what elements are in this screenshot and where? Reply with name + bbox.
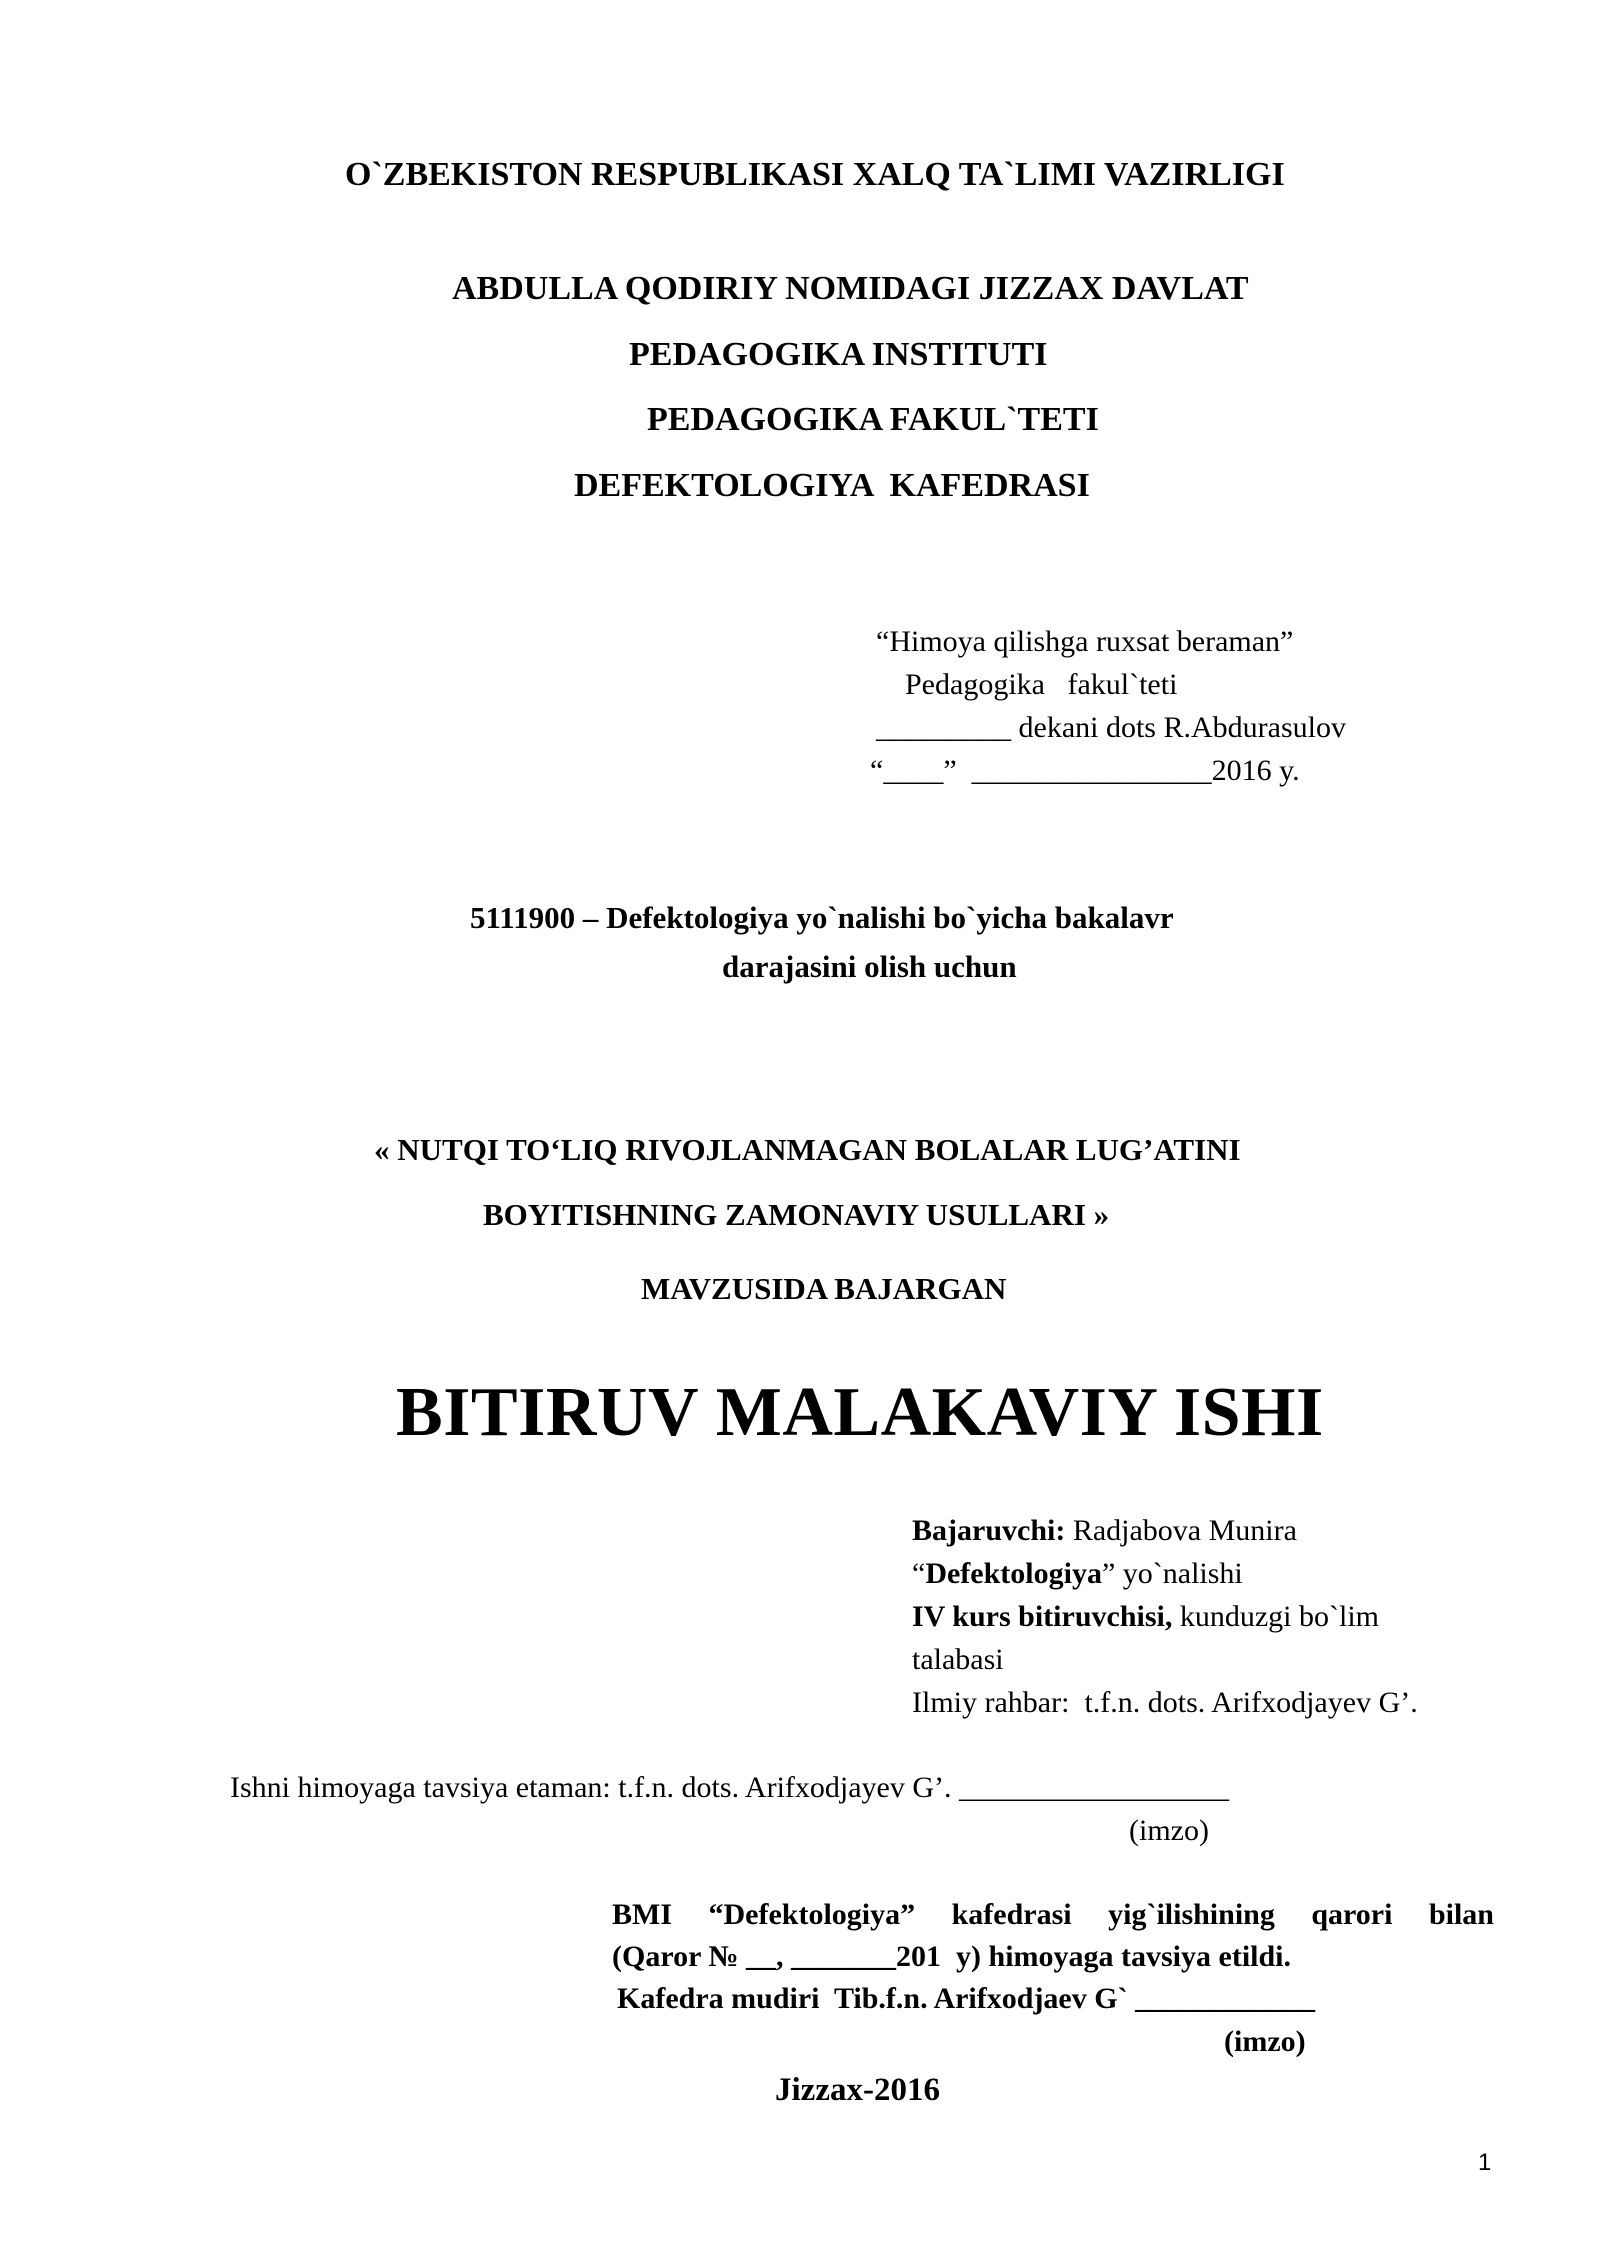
topic-line3: MAVZUSIDA BAJARGAN [641, 1271, 1007, 1306]
city-year: Jizzax-2016 [775, 2072, 940, 2108]
direction-suffix: ” yo`nalishi [1101, 1557, 1243, 1590]
degree-line2: darajasini olish uchun [722, 949, 1017, 984]
work-title: BITIRUV MALAKAVIY ISHI [396, 1374, 1324, 1451]
course-label: IV kurs bitiruvchisi, [912, 1600, 1173, 1633]
topic-line1: « NUTQI TO‘LIQ RIVOJLANMAGAN BOLALAR LUG’ATINI [374, 1132, 1241, 1167]
ministry-title: O`ZBEKISTON RESPUBLIKASI XALQ TA`LIMI VAZIRLIGI [345, 156, 1285, 193]
bmi-line1: BMI “Defektologiya” kafedrasi yig`ilishining qarori bilan [612, 1898, 1494, 1931]
bmi-signature-label: (imzo) [1224, 2025, 1306, 2058]
bmi-line3: Kafedra mudiri Tib.f.n. Arifxodjaev G` ____________ [617, 1982, 1316, 2015]
supervisor-line: Ilmiy rahbar: t.f.n. dots. Arifxodjayev G’. [912, 1686, 1418, 1719]
topic-line2: BOYITISHNING ZAMONAVIY USULLARI » [483, 1197, 1110, 1232]
institute-title-line2: PEDAGOGIKA INSTITUTI [629, 336, 1048, 373]
direction-name: Defektologiya [925, 1557, 1102, 1590]
institute-title-line1: ABDULLA QODIRIY NOMIDAGI JIZZAX DAVLAT [452, 270, 1249, 307]
executor-name: Radjabova Munira [1065, 1514, 1297, 1547]
degree-line1: 5111900 – Defektologiya yo`nalishi bo`yicha bakalavr [470, 900, 1174, 935]
student-line: talabasi [912, 1643, 1004, 1676]
executor-line [912, 1516, 1297, 1546]
executor-label: Bajaruvchi: [912, 1514, 1066, 1547]
approval-line2: Pedagogika fakul`teti [905, 668, 1178, 701]
department-title: DEFEKTOLOGIYA KAFEDRASI [574, 467, 1090, 504]
bmi-line2: (Qaror № __, _______201 y) himoyaga tavsiya etildi. [612, 1940, 1292, 1973]
approval-line3: _________ dekani dots R.Abdurasulov [876, 711, 1346, 744]
recommendation-line: Ishni himoyaga tavsiya etaman: t.f.n. dots. Arifxodjayev G’. __________________ [230, 1771, 1230, 1804]
course-line [912, 1602, 1379, 1632]
approval-line4: “____” ________________2016 y. [870, 754, 1300, 787]
direction-open-quote: “ [912, 1557, 926, 1590]
faculty-title: PEDAGOGIKA FAKUL`TETI [647, 401, 1099, 438]
page-number: 1 [1478, 2149, 1492, 2176]
course-mode: kunduzgi bo`lim [1172, 1600, 1380, 1633]
direction-line [912, 1559, 1243, 1589]
approval-line1: “Himoya qilishga ruxsat beraman” [876, 625, 1294, 658]
recommendation-signature-label: (imzo) [1129, 1814, 1209, 1847]
